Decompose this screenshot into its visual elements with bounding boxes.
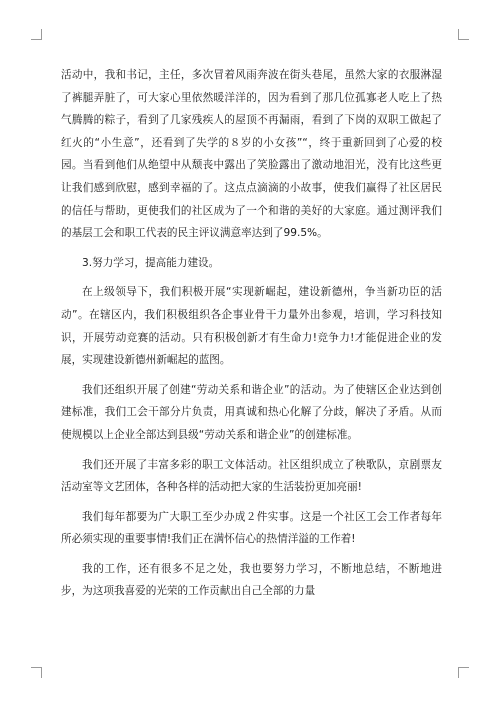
crop-mark-top-right [458,29,469,40]
paragraph-practical-matters: 我们每年都要为广大职工至少办成２件实事。这是一个社区工会工作者每年所必须实现的重要事情!我们正在满怀信心的热情洋溢的工作着! [61,510,442,546]
crop-mark-bottom-left [31,667,42,678]
paragraph-section-heading: 3.努力学习，提高能力建设。 [82,256,220,269]
paragraph-harmonious-enterprise: 我们还组织开展了创建“劳动关系和谐企业”的活动。为了使辖区企业达到创建标准，我们工会干部分片负责，用真诚和热心化解了分歧，解决了矛盾。从而使规模以上企业全部达到县级“劳动关系和谐企业”的创建标准。 [61,383,442,441]
paragraph-activities: 活动中，我和书记，主任，多次冒着风雨奔波在街头巷尾，虽然大家的衣服淋湿了裤腿弄脏了，可大家心里依然暖洋洋的，因为看到了那几位孤寡老人吃上了热气腾腾的粽子，看到了几家残疾人的屋顶不再漏雨，看到了下岗的双职工做起了红火的“小生意”，还看到了失学的８岁的小女孩”“，终于重新回到了心爱的校园。当看到他们从绝望中从颓丧中露出了笑脸露出了激动地泪光，没有比这些更让我们感到欣慰，感到幸福的了。这点点滴滴的小故事，使我们赢得了社区居民的信任与帮助，更使我们的社区成为了一个和谐的美好的大家庭。通过测评我们的基层工会和职工代表的民主评议满意率达到了99.5%。 [61,69,442,240]
paragraph-conclusion: 我的工作，还有很多不足之处，我也要努力学习，不断地总结，不断地进步，为这项我喜爱的光荣的工作贡献出自己全部的力量 [61,562,442,598]
paragraph-cultural-activities: 我们还开展了丰富多彩的职工文体活动。社区组织成立了秧歌队，京剧票友活动室等文艺团体，各种各样的活动把大家的生活装扮更加亮丽! [61,458,442,494]
paragraph-new-rise: 在上级领导下，我们积极开展“实现新崛起，建设新德州，争当新功臣的活动”。在辖区内，我们积极组织各企事业骨干力量外出参观，培训，学习科技知识，开展劳动竞赛的活动。只有积极创新才有生命力!竞争力!才能促进企业的发展，实现建设新德州新崛起的蓝图。 [61,286,442,367]
crop-mark-top-left [31,29,42,40]
document-body [61,64,442,603]
crop-mark-bottom-right [458,667,469,678]
